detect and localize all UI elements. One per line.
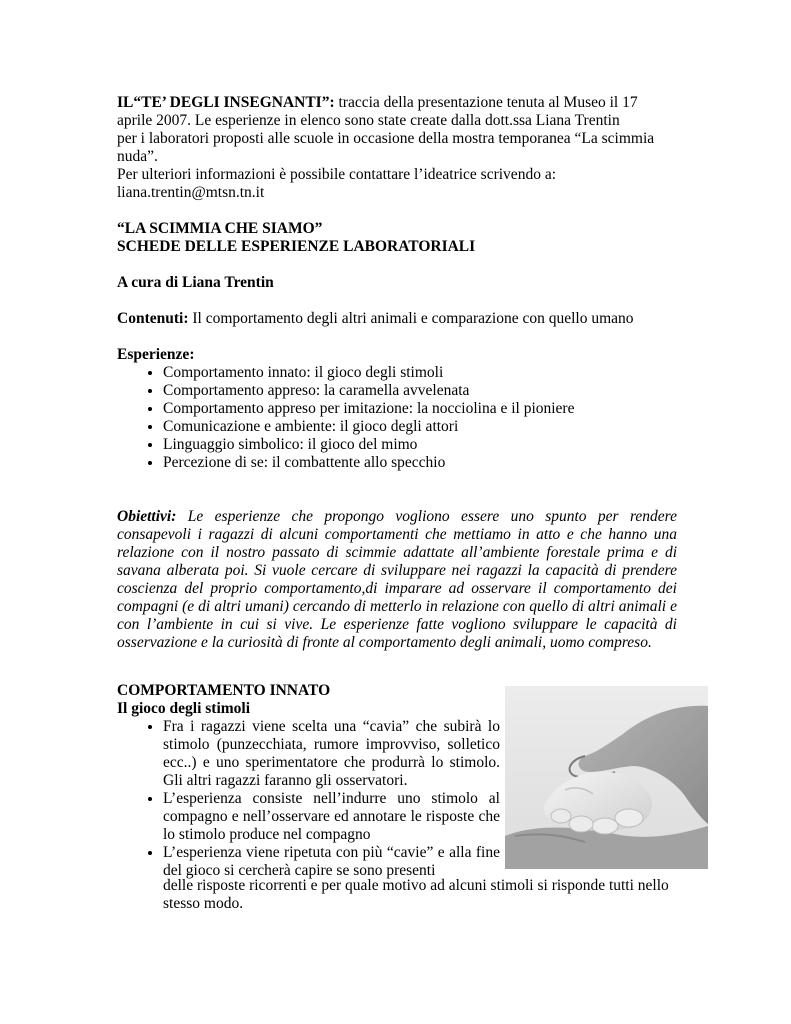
intro-line-3: per i laboratori proposti alle scuole in occasione della mostra temporanea “La scimmia (117, 130, 655, 147)
hands-illustration (505, 686, 708, 869)
intro-line-2: aprile 2007. Le esperienze in elenco sono state create dalla dott.ssa Liana Trentin (117, 112, 620, 129)
experiences-label: Esperienze: (117, 346, 195, 363)
list-item: • Comunicazione e ambiente: il gioco degli attori (163, 418, 677, 436)
intro-line-4: nuda”. (117, 148, 158, 165)
document-body (117, 94, 677, 652)
intro-line-1: traccia della presentazione tenuta al Museo il 17 (334, 94, 638, 111)
innate-subtitle: Il gioco degli stimoli (117, 700, 251, 717)
list-item: • L’esperienza consiste nell’indurre uno stimolo al compagno e nell’osservare ed annotare le risposte che lo stimolo produce nel compagno (163, 790, 500, 844)
contact-email: liana.trentin@mtsn.tn.it (117, 184, 265, 201)
objectives-paragraph (117, 508, 677, 652)
contents-label: Contenuti: (117, 310, 189, 327)
innate-bullets (117, 718, 500, 880)
list-item: • L’esperienza viene ripetuta con più “cavie” e alla fine del gioco si cercherà capire se sono presenti (163, 844, 500, 880)
contents-text: Il comportamento degli altri animali e comparazione con quello umano (188, 310, 634, 327)
innate-tail-line-2: stesso modo. (163, 895, 244, 912)
innate-behaviour-section (117, 682, 500, 880)
heading-line-2: SCHEDE DELLE ESPERIENZE LABORATORIALI (117, 238, 476, 255)
intro-line-5: Per ulteriori informazioni è possibile contattare l’ideatrice scrivendo a: (117, 166, 557, 183)
list-item: • Fra i ragazzi viene scelta una “cavia” che subirà lo stimolo (punzecchiata, rumore improvviso, solletico ecc..) e uno sperimentatore che produrrà lo stimolo. Gli altri ragazzi faranno gli osservatori. (163, 718, 500, 790)
objectives-text: Le esperienze che propongo vogliono essere uno spunto per rendere consapevoli i ragazzi di alcuni comportamenti che mettiamo in atto e che hanno una relazione con il nostro passato di scimmie adattate all’ambiente forestale prima e di savana alberata poi. Si vuole cercare di sviluppare nei ragazzi la capacità di prendere coscienza del proprio comportamento,di imparare ad osservare il comportamento dei compagni (e di altri umani) cercando di metterlo in relazione con quello di altri animali e con l’ambiente in cui si vive. Le esperienze fatte vogliono sviluppare le capacità di osservazione e la curiosità di fronte al comportamento degli animali, uomo compreso. (117, 508, 677, 651)
contents-line (117, 310, 677, 328)
list-item: • Comportamento appreso per imitazione: la nocciolina e il pioniere (163, 400, 677, 418)
innate-tail (163, 877, 683, 913)
experiences-list (117, 364, 677, 472)
objectives-label: Obiettivi: (117, 508, 177, 525)
list-item: • Linguaggio simbolico: il gioco del mimo (163, 436, 677, 454)
heading-line-1: “LA SCIMMIA CHE SIAMO” (117, 220, 323, 237)
hands-photo (505, 686, 708, 869)
innate-tail-line-1: delle risposte ricorrenti e per quale motivo ad alcuni stimoli si risponde tutti nello (163, 877, 669, 894)
list-item: • Comportamento appreso: la caramella avvelenata (163, 382, 677, 400)
section-heading (117, 220, 677, 256)
intro-paragraph (117, 94, 677, 202)
list-item: • Percezione di se: il combattente allo specchio (163, 454, 677, 472)
intro-title: IL“TE’ DEGLI INSEGNANTI”: (117, 94, 335, 111)
curator-line: A cura di Liana Trentin (117, 274, 274, 291)
list-item: • Comportamento innato: il gioco degli stimoli (163, 364, 677, 382)
innate-title: COMPORTAMENTO INNATO (117, 682, 331, 699)
